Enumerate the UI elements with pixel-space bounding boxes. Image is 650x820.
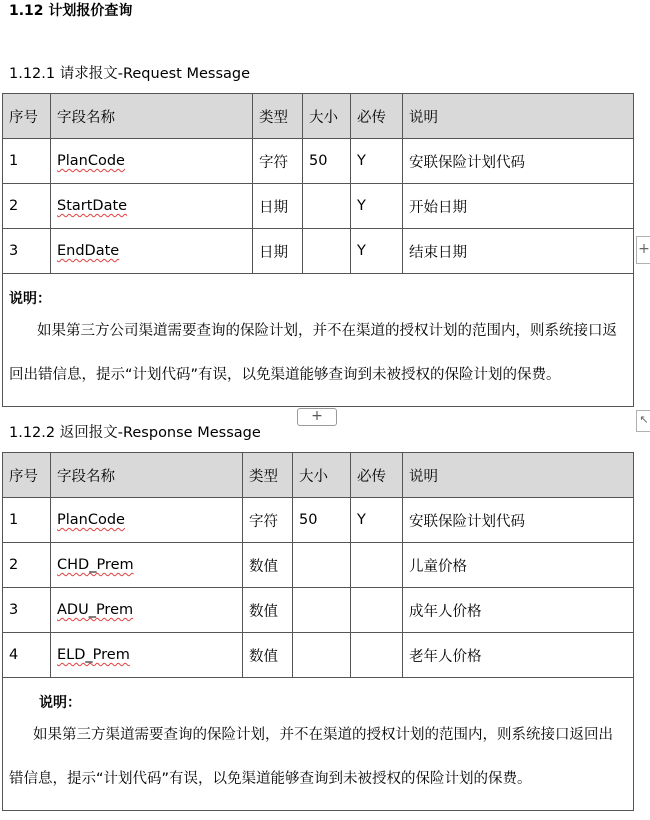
note-text: 如果第三方渠道需要查询的保险计划，并不在渠道的授权计划的范围内，则系统接口返回出错信息，提示“计划代码”有误，以免渠道能够查询到未被授权的保险计划的保费。: [9, 727, 613, 787]
table-row: [3, 139, 634, 184]
field-name-text: ELD_Prem: [57, 647, 130, 663]
table-resize-handle[interactable]: ↖: [636, 410, 650, 432]
table-row: [3, 543, 634, 588]
cell-size: [293, 588, 351, 633]
header-cell-description: 说明: [403, 453, 634, 498]
cell-required: Y: [351, 139, 403, 184]
cell-description: 开始日期: [403, 184, 634, 229]
cell-size: [293, 633, 351, 678]
cell-field-name: [51, 633, 243, 678]
header-cell-description: 说明: [403, 94, 634, 139]
header-cell-type: 类型: [243, 453, 293, 498]
cell-size: 50: [303, 139, 351, 184]
cell-index: 1: [3, 139, 51, 184]
cell-size: [293, 543, 351, 588]
header-cell-index: 序号: [3, 453, 51, 498]
cell-field-name: [51, 588, 243, 633]
cell-index: 3: [3, 588, 51, 633]
cell-field-name: [51, 184, 253, 229]
cell-field-name: [51, 139, 253, 184]
cell-index: 3: [3, 229, 51, 274]
cell-type: 日期: [253, 229, 303, 274]
cell-type: 数值: [243, 633, 293, 678]
cell-size: 50: [293, 498, 351, 543]
note-cell: [3, 678, 634, 811]
section-title: 1.12 计划报价查询: [9, 3, 133, 19]
cell-index: 2: [3, 543, 51, 588]
header-cell-size: 大小: [303, 94, 351, 139]
cell-index: 4: [3, 633, 51, 678]
cell-required: Y: [351, 498, 403, 543]
header-cell-required: 必传: [351, 453, 403, 498]
header-cell-field-name: 字段名称: [51, 453, 243, 498]
cell-required: [351, 633, 403, 678]
cell-required: Y: [351, 184, 403, 229]
table-row: [3, 498, 634, 543]
cell-required: [351, 588, 403, 633]
cell-description: 成年人价格: [403, 588, 634, 633]
table-row: [3, 588, 634, 633]
cell-index: 2: [3, 184, 51, 229]
table-header-row: [3, 453, 634, 498]
cell-field-name: [51, 229, 253, 274]
response-table: [2, 452, 634, 811]
cell-type: 字符: [243, 498, 293, 543]
field-name-text: EndDate: [57, 243, 120, 259]
note-row: [3, 274, 634, 407]
cell-description: 安联保险计划代码: [403, 139, 634, 184]
cell-required: [351, 543, 403, 588]
cell-description: 老年人价格: [403, 633, 634, 678]
field-name-text: ADU_Prem: [57, 602, 134, 618]
table-header-row: [3, 94, 634, 139]
request-table: [2, 93, 634, 407]
request-heading: 1.12.1 请求报文-Request Message: [9, 66, 251, 82]
table-row: [3, 229, 634, 274]
cell-type: 数值: [243, 588, 293, 633]
note-row: [3, 678, 634, 811]
header-cell-index: 序号: [3, 94, 51, 139]
cell-type: 日期: [253, 184, 303, 229]
field-name-text: StartDate: [57, 198, 128, 214]
cell-type: 数值: [243, 543, 293, 588]
cell-type: 字符: [253, 139, 303, 184]
cell-field-name: [51, 543, 243, 588]
cell-description: 结束日期: [403, 229, 634, 274]
cell-description: 安联保险计划代码: [403, 498, 634, 543]
insert-row-button[interactable]: +: [297, 408, 337, 426]
header-cell-field-name: 字段名称: [51, 94, 253, 139]
cell-size: [303, 184, 351, 229]
header-cell-type: 类型: [253, 94, 303, 139]
field-name-text: PlanCode: [57, 153, 125, 169]
note-title: 说明：: [39, 695, 81, 711]
table-row: [3, 184, 634, 229]
cell-description: 儿童价格: [403, 543, 634, 588]
note-title: 说明：: [9, 291, 51, 307]
cell-size: [303, 229, 351, 274]
table-row: [3, 633, 634, 678]
response-heading: 1.12.2 返回报文-Response Message: [9, 425, 261, 441]
note-cell: [3, 274, 634, 407]
header-cell-size: 大小: [293, 453, 351, 498]
header-cell-required: 必传: [351, 94, 403, 139]
cell-field-name: [51, 498, 243, 543]
insert-column-button[interactable]: +: [636, 236, 650, 264]
note-text: 如果第三方公司渠道需要查询的保险计划，并不在渠道的授权计划的范围内，则系统接口返回出错信息，提示“计划代码”有误，以免渠道能够查询到未被授权的保险计划的保费。: [9, 323, 617, 383]
field-name-text: CHD_Prem: [57, 557, 134, 573]
field-name-text: PlanCode: [57, 512, 125, 528]
cell-required: Y: [351, 229, 403, 274]
cell-index: 1: [3, 498, 51, 543]
